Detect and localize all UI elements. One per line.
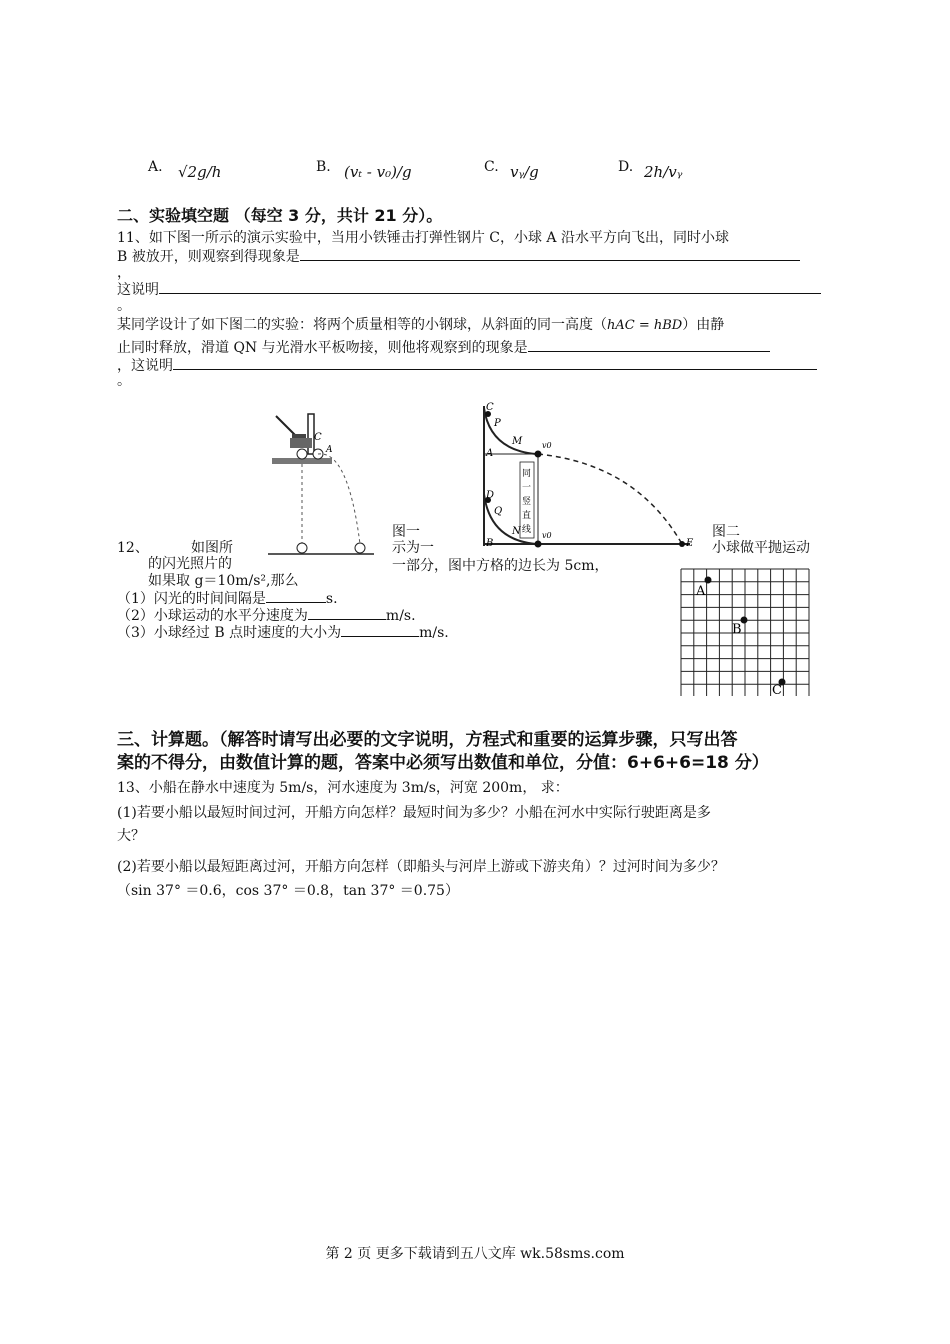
q11-line2-text: B 被放开，则观察到得现象是 (117, 249, 300, 265)
q12-text-b: 的闪光照片的 (148, 556, 232, 572)
fig2-vertical-char-1: 同 (522, 469, 532, 479)
option-d-label: D. (618, 159, 634, 175)
section3-heading-line2: 案的不得分，由数值计算的题，答案中必须写出数值和单位，分值：6+6+6=18 分） (117, 753, 769, 773)
page-footer: 第 2 页 更多下载请到五八文库 wk.58sms.com (325, 1246, 625, 1262)
q11-line1: 11、如下图一所示的演示实验中，当用小铁锤击打弹性钢片 C，小球 A 沿水平方向飞出，同时小球 (117, 230, 729, 246)
section2-heading: 二、实验填空题 （每空 3 分，共计 21 分）。 (117, 206, 443, 225)
q12-text-a: 如图所 (191, 540, 233, 556)
q11b-line2-text: 止同时释放，滑道 QN 与光滑水平板吻接，则他将观察到的现象是 (117, 340, 528, 356)
q12-sub2-text: （2）小球运动的水平分速度为 (117, 608, 308, 624)
q12-sub1-unit: s. (325, 591, 338, 607)
q11b-answer-blank-1[interactable] (528, 337, 770, 352)
fig1-label-a: A (326, 445, 333, 455)
q12-number: 12、 (117, 540, 149, 556)
fig2-label-a: A (486, 448, 494, 459)
fig2-vertical-char-5: 线 (522, 525, 532, 535)
fig2-caption-2: 小球做平抛运动 (712, 540, 810, 556)
grid-label-c: C (772, 683, 782, 696)
q11b-line3-text: ，这说明 (117, 358, 173, 374)
q11b-period: 。 (117, 373, 131, 389)
q12-text-d: 如果取 g＝10m/s²,那么 (148, 573, 299, 589)
q11b-line1-end: ）由静 (682, 317, 725, 333)
projectile-path (538, 454, 682, 544)
fig2-vertical-char-3: 竖 (522, 497, 532, 507)
grid-point-a (705, 577, 712, 584)
fig1-caption-2: 示为一 (392, 540, 434, 556)
option-c-expression: vᵧ/g (510, 163, 539, 181)
fig2-label-e: E (686, 538, 694, 549)
option-d-expression: 2h/vᵧ (644, 163, 683, 181)
q12-sub2-unit: m/s. (385, 608, 416, 624)
fig2-caption: 图二 (712, 524, 740, 540)
section3-heading-line1: 三、计算题。（解答时请写出必要的文字说明，方程式和重要的运算步骤，只写出答 (117, 730, 738, 750)
fig2-label-n: N (512, 526, 521, 537)
grid-label-a: A (696, 584, 706, 599)
fig2-label-m: M (512, 436, 523, 447)
q11b-answer-blank-2[interactable] (173, 355, 817, 370)
parabolic-path (318, 454, 360, 544)
landing-point (679, 541, 685, 547)
fig2-label-b: B (486, 538, 494, 549)
q13-part2-line1: (2)若要小船以最短距离过河，开船方向怎样（即船头与河岸上游或下游夹角）？过河时间为多少？ (117, 859, 725, 875)
fig2-label-v0-upper: v0 (542, 441, 552, 450)
q11-line2 (117, 246, 800, 267)
fig2-label-q: Q (494, 506, 503, 517)
q11-line3-text: 这说明 (117, 282, 159, 298)
q12-sub3-text: （3）小球经过 B 点时速度的大小为 (117, 625, 342, 641)
q11-period: 。 (117, 298, 131, 314)
grid-label-b: B (732, 622, 742, 637)
q11b-line1-text: 某同学设计了如下图二的实验：将两个质量相等的小钢球，从斜面的同一高度（ (117, 317, 607, 333)
q11-answer-blank-1[interactable] (300, 246, 800, 261)
fig2-label-c: C (486, 402, 494, 413)
option-c-label: C. (484, 159, 499, 175)
q11-comma: ， (117, 265, 131, 281)
q13-part2-line2: （sin 37° ＝0.6，cos 37° ＝0.8，tan 37° ＝0.75） (117, 883, 459, 899)
q12-sub3 (117, 622, 449, 643)
q12-sub3-blank[interactable] (341, 622, 419, 637)
hammer-handle (276, 416, 296, 436)
fig1-label-c: C (314, 432, 322, 443)
figure2-ramps (476, 400, 706, 552)
q11-line3 (117, 279, 821, 300)
upper-ball (535, 451, 542, 458)
option-b-expression: (vₜ - v₀)/g (344, 163, 412, 181)
fig2-vertical-char-2: 一 (522, 483, 532, 493)
figure1-apparatus (268, 410, 378, 560)
q12-sub2-blank[interactable] (308, 605, 386, 620)
option-a-label: A. (148, 159, 163, 175)
fig2-vertical-char-4: 直 (522, 511, 532, 521)
q11-answer-blank-2[interactable] (159, 279, 821, 294)
option-b-label: B. (316, 159, 331, 175)
fig1-caption: 图一 (392, 524, 420, 540)
q13-part1-line1: (1)若要小船以最短时间过河，开船方向怎样？最短时间为多少？小船在河水中实际行驶距离是多 (117, 805, 711, 821)
q11b-height-expression: hAC = hBD (607, 318, 683, 333)
option-a-expression: √2g/h (178, 163, 222, 181)
landed-ball-b (297, 543, 307, 553)
q12-text-c: 一部分，图中方格的边长为 5cm， (392, 558, 609, 574)
q12-sub1-text: （1）闪光的时间间隔是 (117, 591, 266, 607)
q11b-line3 (117, 355, 817, 376)
q12-sub1-blank[interactable] (266, 588, 326, 603)
q11b-line1 (117, 315, 724, 336)
flash-photo-grid (680, 568, 812, 696)
fig2-label-v0-lower: v0 (542, 531, 552, 540)
lower-ball (535, 541, 542, 548)
fig2-label-p: P (494, 418, 501, 429)
landed-ball-a (355, 543, 365, 553)
clamp (290, 438, 312, 448)
q12-sub3-unit: m/s. (419, 625, 449, 641)
q13-intro: 13、小船在静水中速度为 5m/s，河水速度为 3m/s，河宽 200m， 求： (117, 780, 569, 796)
ball-b (297, 449, 307, 459)
fig2-label-d: D (486, 490, 495, 501)
q13-part1-line2: 大？ (117, 828, 145, 844)
